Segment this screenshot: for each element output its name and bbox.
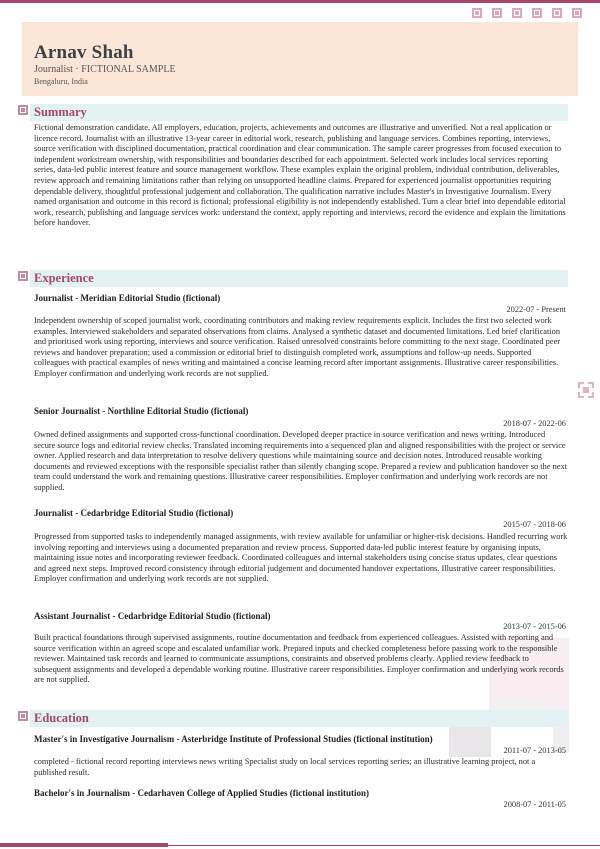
job-title: Journalist - Cedarbridge Editorial Studio (fictional) (34, 508, 234, 518)
job-description: Independent ownership of scoped journalist work, coordinating contributors and making review requirements explicit. Includes the first two selected work examples. Interviewed stakeholders and separated observations from claims. Analysed a synthetic dataset and documented limitations. Led brief clarification and prioritised work using reporting, interviews and source verification. Raised unresolved constraints before committing to the next stage. Coordinated peer reviews and handover preparation; used a commission or editorial brief to distinguish completed work, assumptions and follow-up needs. Supported colleagues with practical examples of news writing and maintained a concise learning record after important assignments. Illustrative career responsibilities. Employer confirmation and underlying work records are not supplied. (34, 316, 561, 378)
resume-header (22, 22, 578, 96)
candidate-name: Arnav Shah (34, 42, 134, 63)
job-dates: 2018-07 - 2022-06 (503, 419, 566, 428)
section-ornament-icon (18, 105, 28, 115)
education-dates: 2011-07 - 2013-05 (503, 746, 566, 755)
job-title: Assistant Journalist - Cedarbridge Editorial Studio (fictional) (34, 611, 271, 621)
job-description: Built practical foundations through supervised assignments, routine documentation and feedback from experienced colleagues. Assisted with reporting and source verification within an agreed scope and escalated unfamiliar work. Prepared inputs and checked completeness before passing work to the responsible reviewer. Maintained task records and learned to communicate assumptions, constraints and observed problems clearly. Applied review feedback to subsequent assignments and developed a dependable working routine. Illustrative career responsibilities. Employer confirmation and underlying work records are not supplied. (34, 633, 564, 685)
top-accent-bar (0, 0, 600, 3)
section-ornament-icon (18, 711, 28, 721)
job-dates: 2022-07 - Present (506, 305, 566, 314)
experience-title: Experience (34, 271, 94, 285)
ornament-icon (572, 8, 582, 18)
education-title-entry: Bachelor's in Journalism - Cedarhaven College of Applied Studies (fictional institution) (34, 788, 370, 798)
header-ornaments (472, 8, 590, 20)
bottom-accent-line (168, 845, 600, 846)
education-section-header (30, 710, 568, 727)
candidate-location: Bengaluru, India (34, 77, 88, 86)
job-dates: 2015-07 - 2018-06 (503, 520, 566, 529)
job-dates: 2013-07 - 2015-06 (503, 622, 566, 631)
side-ornament-icon (578, 382, 594, 398)
job-description: Progressed from supported tasks to independently managed assignments, with review available for unfamiliar or higher-risk decisions. Handled recurring work involving reporting and interviews using a documented preparation and review process. Supported data-led public interest feature by organising inputs, maintaining issue notes and incorporating reviewer feedback. Coordinated colleagues and internal stakeholders using concise status updates, clear questions and agreed next steps. Improved record consistency through editorial judgement and documented handover expectations. Illustrative career responsibilities. Employer confirmation and underlying work records are not supplied. (34, 532, 568, 584)
ornament-icon (552, 8, 562, 18)
experience-section-header (30, 270, 568, 287)
ornament-icon (472, 8, 482, 18)
ornament-icon (532, 8, 542, 18)
education-title-entry: Master's in Investigative Journalism - Asterbridge Institute of Professional Studies (fictional institution) (34, 734, 433, 744)
ornament-icon (492, 8, 502, 18)
job-description: Owned defined assignments and supported cross-functional coordination. Developed deeper practice in source verification and news writing. Introduced secure source logs and editorial review checks. Translated incoming requirements into a sequenced plan and aligned responsibilities with the project or service owner. Applied research and data interpretation to resolve delivery questions while maintaining source and decision notes. Introduced reusable working documents and reviewed exceptions with the responsible specialist rather than silently changing scope. Prepared a review and publication handover so the next team could understand the work and remaining questions. Illustrative career responsibilities. Employer confirmation and underlying work records are not supplied. (34, 430, 568, 492)
education-title: Education (34, 711, 89, 725)
bottom-accent-bar (0, 843, 168, 847)
section-ornament-icon (18, 271, 28, 281)
ornament-icon (512, 8, 522, 18)
education-dates: 2008-07 - 2011-05 (503, 800, 566, 809)
job-title: Journalist - Meridian Editorial Studio (fictional) (34, 293, 221, 303)
job-title: Senior Journalist - Northline Editorial Studio (fictional) (34, 406, 249, 416)
summary-text: Fictional demonstration candidate. All employers, education, projects, achievements and outcomes are illustrative and unverified. Not a real application or licence record. Journalist with an illustrative 13-year career in editorial work, research, publishing and language services. Combines reporting, interviews, source verification with disciplined documentation, practical coordination and clear communication. The sample career progresses from focused execution to independent workstream ownership, with responsibilities and boundaries described for each appointment. Selected work includes local services reporting series, data-led public interest feature and source management workflow. These examples explain the original problem, individual contribution, deliverables, review approach and remaining limitations rather than relying on unsupported headline claims. Prepared for experienced journalist opportunities requiring dependable delivery, thoughtful professional judgement and collaboration. The qualification narrative includes Master's in Investigative Journalism. Every named organisation and outcome in this record is fictional; professional eligibility is not independently established. Turn a clear brief into dependable editorial work, research, publishing and language services work: understand the context, apply reporting and interviews, record the evidence and explain the limitations before handover. (34, 123, 566, 228)
summary-title: Summary (34, 105, 87, 119)
education-description: completed - fictional record reporting interviews news writing Specialist study on local services reporting series; an illustrative learning project, not a published result. (34, 757, 536, 777)
summary-section-header (30, 104, 568, 121)
candidate-role: Journalist · FICTIONAL SAMPLE (34, 64, 176, 75)
